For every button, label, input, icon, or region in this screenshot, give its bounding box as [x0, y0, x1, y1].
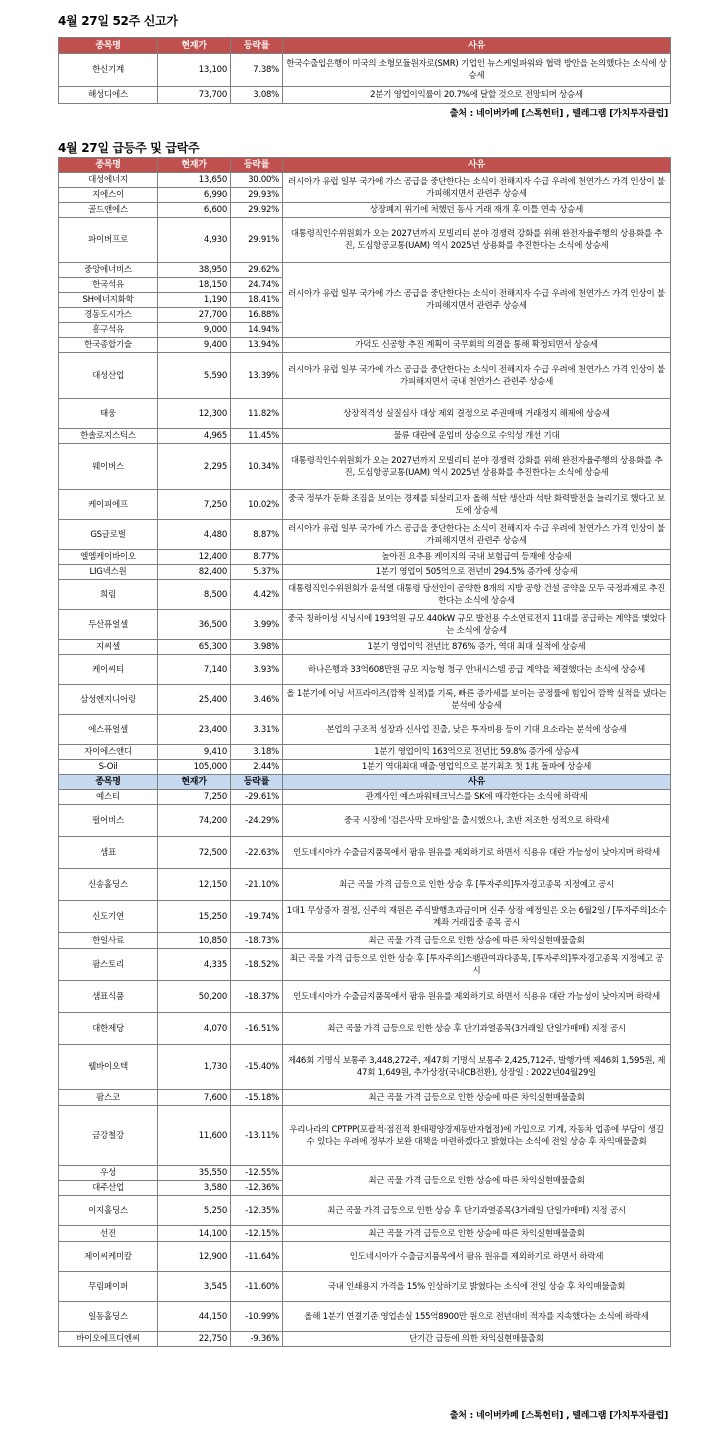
stock-name: 지씨셀: [59, 640, 158, 655]
stock-name: 한솔로지스틱스: [59, 429, 158, 444]
stock-change: 29.62%: [231, 263, 283, 278]
stock-name: 희림: [59, 580, 158, 610]
stock-change: 29.91%: [231, 218, 283, 263]
stock-change: 10.34%: [231, 444, 283, 490]
stock-name: S-Oil: [59, 760, 158, 775]
stock-change: 11.82%: [231, 399, 283, 429]
stock-reason: 하나은행과 33억608만원 규모 지능형 청구 안내시스템 공급 계약을 체결했다는 소식에 상승세: [283, 655, 671, 685]
stock-reason: 인도네시아가 수출금지품목에서 팜유 원유를 제외하기로 하면서 식용유 대란 가능성이 낮아지며 하락세: [283, 837, 671, 869]
stock-change: -21.10%: [231, 869, 283, 901]
stock-price: 5,250: [158, 1196, 231, 1226]
stock-name: 에스퓨얼셀: [59, 715, 158, 745]
stock-price: 7,250: [158, 490, 231, 520]
stock-change: -15.18%: [231, 1090, 283, 1106]
stock-price: 2,295: [158, 444, 231, 490]
table-row: [59, 1242, 671, 1272]
stock-change: 30.00%: [231, 173, 283, 188]
stock-price: 13,650: [158, 173, 231, 188]
table-row: [59, 429, 671, 444]
stock-price: 8,500: [158, 580, 231, 610]
stock-change: -13.11%: [231, 1106, 283, 1166]
stock-price: 9,400: [158, 338, 231, 353]
table-row: [59, 640, 671, 655]
stock-name: 예스티: [59, 790, 158, 805]
table-row: [59, 444, 671, 490]
stock-name: 팜스토리: [59, 949, 158, 981]
table-row: [59, 869, 671, 901]
stock-change: -10.99%: [231, 1302, 283, 1332]
stock-name: 한국종합기술: [59, 338, 158, 353]
table-row: [59, 1332, 671, 1347]
stock-reason: 최근 곡물 가격 급등으로 인한 상승 후 단기과열종목(3거래일 단일가매매) 지정 공시: [283, 1196, 671, 1226]
header-reason: 사유: [283, 775, 671, 790]
stock-reason: 러시아가 유럽 일부 국가에 가스 공급을 중단한다는 소식이 전해지자 수급 우려에 천연가스 가격 인상이 불가피해지면서 관련주 상승세: [283, 173, 671, 203]
table-row: [59, 173, 671, 188]
table-row: [59, 933, 671, 949]
stock-change: 5.37%: [231, 565, 283, 580]
stock-reason: 단기간 급등에 의한 차익실현매물출회: [283, 1332, 671, 1347]
stock-price: 9,410: [158, 745, 231, 760]
stock-change: -18.73%: [231, 933, 283, 949]
table-row: [59, 87, 671, 104]
stock-name: 삼성엔지니어링: [59, 685, 158, 715]
stock-reason: 높아진 요추용 케이지의 국내 보험급여 등재에 상승세: [283, 550, 671, 565]
stock-name: 자이에스앤디: [59, 745, 158, 760]
stock-name: GS글로벌: [59, 520, 158, 550]
stock-name: 우성: [59, 1166, 158, 1181]
stock-reason: 1분기 영업이익 전년比 876% 증가, 역대 최대 실적에 상승세: [283, 640, 671, 655]
table-row: [59, 790, 671, 805]
stock-price: 9,000: [158, 323, 231, 338]
stock-change: -12.15%: [231, 1226, 283, 1242]
stock-change: 16.88%: [231, 308, 283, 323]
stock-change: 3.31%: [231, 715, 283, 745]
stock-change: -15.40%: [231, 1045, 283, 1090]
stock-name: 지에스이: [59, 188, 158, 203]
table-row: [59, 745, 671, 760]
stock-price: 12,400: [158, 550, 231, 565]
stock-price: 1,190: [158, 293, 231, 308]
stock-change: -11.64%: [231, 1242, 283, 1272]
table-header: [59, 38, 671, 54]
movers-table: [58, 157, 671, 1347]
stock-reason: 러시아가 유럽 일부 국가에 가스 공급을 중단한다는 소식이 전해지자 수급 우려에 천연가스 가격 인상이 불가피해지면서 관련주 상승세: [283, 263, 671, 338]
stock-price: 4,965: [158, 429, 231, 444]
stock-change: 29.92%: [231, 203, 283, 218]
stock-price: 4,335: [158, 949, 231, 981]
table-row: [59, 760, 671, 775]
table-row: [59, 1090, 671, 1106]
stock-name: 중앙에너비스: [59, 263, 158, 278]
stock-name: 바이오에프디엔씨: [59, 1332, 158, 1347]
stock-price: 44,150: [158, 1302, 231, 1332]
stock-reason: 인도네시아가 수출금지품목에서 팜유 원유를 제외하기로 하면서 식용유 대란 가능성이 낮아지며 하락세: [283, 981, 671, 1013]
stock-name: 웨이버스: [59, 444, 158, 490]
stock-change: 4.42%: [231, 580, 283, 610]
stock-name: 대한제당: [59, 1013, 158, 1045]
header-reason: 사유: [283, 38, 671, 54]
stock-change: 24.74%: [231, 278, 283, 293]
table-row: [59, 1045, 671, 1090]
table-row: [59, 610, 671, 640]
stock-reason: 중국 정부가 둔화 조짐을 보이는 경제를 되살리고자 올해 석탄 생산과 석탄 화력발전을 늘리기로 했다고 보도에 상승세: [283, 490, 671, 520]
stock-price: 82,400: [158, 565, 231, 580]
stock-price: 12,900: [158, 1242, 231, 1272]
stock-change: -24.29%: [231, 805, 283, 837]
stock-reason: 최근 곡물 가격 급등으로 인한 상승에 따른 차익실현매물출회: [283, 1226, 671, 1242]
stock-reason: 올해 1분기 연결기준 영업손실 155억8900만 원으로 전년대비 적자를 지속했다는 소식에 하락세: [283, 1302, 671, 1332]
stock-reason: 본업의 구조적 성장과 신사업 진출, 낮은 투자비용 등이 기대 요소라는 분석에 상승세: [283, 715, 671, 745]
stock-price: 11,600: [158, 1106, 231, 1166]
stock-name: 일동홀딩스: [59, 1302, 158, 1332]
stock-reason: 러시아가 유럽 일부 국가에 가스 공급을 중단한다는 소식이 전해지자 수급 우려에 천연가스 가격 인상이 불가피해지면서 국내 천연가스 관련주 상승세: [283, 353, 671, 399]
stock-name: 선진: [59, 1226, 158, 1242]
stock-reason: 국내 인쇄용지 가격을 15% 인상하기로 밝혔다는 소식에 전일 상승 후 차익매물출회: [283, 1272, 671, 1302]
stock-name: 신송홀딩스: [59, 869, 158, 901]
stock-price: 27,700: [158, 308, 231, 323]
stock-change: -12.35%: [231, 1196, 283, 1226]
stock-change: -11.60%: [231, 1272, 283, 1302]
stock-name: 케이씨티: [59, 655, 158, 685]
stock-reason: 최근 곡물 가격 급등으로 인한 상승에 따른 차익실현매물출회: [283, 1090, 671, 1106]
table-row: [59, 263, 671, 278]
stock-change: 3.18%: [231, 745, 283, 760]
stock-name: 금강철강: [59, 1106, 158, 1166]
stock-price: 72,500: [158, 837, 231, 869]
stock-reason: 최근 곡물 가격 급등으로 인한 상승 후 [투자주의]투자경고종목 지정예고 공시: [283, 869, 671, 901]
stock-price: 22,750: [158, 1332, 231, 1347]
stock-price: 7,140: [158, 655, 231, 685]
stock-name: 샘표: [59, 837, 158, 869]
table-row: [59, 520, 671, 550]
stock-reason: 최근 곡물 가격 급등으로 인한 상승 후 [투자주의]스팸관여과다종목, [투자주의]투자경고종목 지정예고 공시: [283, 949, 671, 981]
stock-name: 골드앤에스: [59, 203, 158, 218]
stock-name: SH에너지화학: [59, 293, 158, 308]
stock-reason: 인도네시아가 수출금지품목에서 팜유 원유를 제외하기로 하면서 하락세: [283, 1242, 671, 1272]
stock-reason: 관계사인 예스파워테크닉스를 SK에 매각한다는 소식에 하락세: [283, 790, 671, 805]
stock-name: 신도기연: [59, 901, 158, 933]
stock-change: -12.55%: [231, 1166, 283, 1181]
header-price: 현재가: [158, 158, 231, 173]
stock-price: 73,700: [158, 87, 231, 104]
stock-reason: 우리나라의 CPTPP(포괄적·점진적 환태평양경제동반자협정)에 가입으로 기계, 자동차 업종에 부담이 생길수 있다는 우려에 정부가 보완 대책을 마련하겠다고 밝혔다는 소식에 전일 상승 후 차익매물출회: [283, 1106, 671, 1166]
stock-change: 3.08%: [231, 87, 283, 104]
stock-change: -22.63%: [231, 837, 283, 869]
stock-name: 한일사료: [59, 933, 158, 949]
stock-price: 18,150: [158, 278, 231, 293]
stock-price: 10,850: [158, 933, 231, 949]
stock-name: 대성에너지: [59, 173, 158, 188]
table-row: [59, 580, 671, 610]
table-row: [59, 490, 671, 520]
stock-reason: 상장폐지 위기에 처했던 동사 거래 재개 후 이틀 연속 상승세: [283, 203, 671, 218]
table-row: [59, 715, 671, 745]
stock-price: 3,545: [158, 1272, 231, 1302]
table-row: [59, 1106, 671, 1166]
stock-name: 이지홀딩스: [59, 1196, 158, 1226]
stock-reason: 중국 칭하이성 시닝시에 193억원 규모 440kW 규모 발전용 수소연료전지 11대를 공급하는 계약을 맺었다는 소식에 상승세: [283, 610, 671, 640]
stock-reason: 1분기 역대최대 매출·영업익으로 분기최초 첫 1兆 돌파에 상승세: [283, 760, 671, 775]
stock-name: 대주산업: [59, 1181, 158, 1196]
stock-change: -16.51%: [231, 1013, 283, 1045]
stock-change: 13.39%: [231, 353, 283, 399]
header-change: 등락률: [231, 158, 283, 173]
stock-change: -18.52%: [231, 949, 283, 981]
table-row: [59, 837, 671, 869]
stock-price: 65,300: [158, 640, 231, 655]
stock-name: 엘엠케이바이오: [59, 550, 158, 565]
stock-reason: 제46회 기명식 보통주 3,448,272주, 제47회 기명식 보통주 2,425,712주, 발행가액 제46회 1,595원, 제47회 1,649원, 추가상장(국내CB전환), 상장일 : 2022년04월29일: [283, 1045, 671, 1090]
header-name: 종목명: [59, 775, 158, 790]
stock-price: 4,480: [158, 520, 231, 550]
stock-reason: 물류 대란에 운임비 상승으로 수익성 개선 기대: [283, 429, 671, 444]
table-row: [59, 805, 671, 837]
table-row: [59, 399, 671, 429]
stock-change: 3.93%: [231, 655, 283, 685]
stock-change: 18.41%: [231, 293, 283, 308]
stock-name: 태웅: [59, 399, 158, 429]
stock-name: 케이피에프: [59, 490, 158, 520]
table-row: [59, 949, 671, 981]
section2-title: 4월 27일 급등주 및 급락주: [58, 141, 200, 155]
source-credit-2: 출처 : 네이버카페 [스톡헌터] , 텔레그램 [가치투자클럽]: [449, 1411, 668, 1421]
table-header: [59, 775, 671, 790]
stock-price: 38,950: [158, 263, 231, 278]
stock-price: 6,600: [158, 203, 231, 218]
stock-name: 제이씨케미칼: [59, 1242, 158, 1272]
table-row: [59, 550, 671, 565]
table-row: [59, 218, 671, 263]
stock-reason: 1분기 영업이 505억으로 전년비 294.5% 증가에 상승세: [283, 565, 671, 580]
stock-change: 3.99%: [231, 610, 283, 640]
section1-title: 4월 27일 52주 신고가: [58, 14, 178, 28]
header-reason: 사유: [283, 158, 671, 173]
stock-price: 15,250: [158, 901, 231, 933]
stock-change: 3.98%: [231, 640, 283, 655]
stock-price: 50,200: [158, 981, 231, 1013]
stock-name: 경동도시가스: [59, 308, 158, 323]
table-row: [59, 1226, 671, 1242]
stock-change: 7.38%: [231, 54, 283, 87]
source-credit-1: 출처 : 네이버카페 [스톡헌터] , 텔레그램 [가치투자클럽]: [449, 109, 668, 119]
table-row: [59, 1302, 671, 1332]
stock-change: -18.37%: [231, 981, 283, 1013]
stock-reason: 올 1분기에 어닝 서프라이즈(깜짝 실적)를 기록, 빠른 증가세를 보이는 공정률에 힘입어 깜짝 실적을 냈다는 분석에 상승세: [283, 685, 671, 715]
header-name: 종목명: [59, 158, 158, 173]
stock-reason: 1분기 영업이익 163억으로 전년比 59.8% 증가에 상승세: [283, 745, 671, 760]
stock-name: 흥구석유: [59, 323, 158, 338]
stock-reason: 중국 시장에 '검은사막 모바일'을 출시했으나, 초반 저조한 성적으로 하락세: [283, 805, 671, 837]
stock-reason: 1대1 무상증자 결정, 신주의 재원은 주식발행초과금이며 신주 상장 예정일은 오는 6월2일 / [투자주의]소수계좌 거래집중 종목 공시: [283, 901, 671, 933]
table-row: [59, 338, 671, 353]
stock-name: 두산퓨얼셀: [59, 610, 158, 640]
stock-price: 5,590: [158, 353, 231, 399]
stock-reason: 대통령직인수위원회가 윤석열 대통령 당선인이 공약한 8개의 지방 공항 건설 공약을 모두 국정과제로 추진한다는 소식에 상승세: [283, 580, 671, 610]
stock-price: 74,200: [158, 805, 231, 837]
stock-price: 25,400: [158, 685, 231, 715]
table-row: [59, 1272, 671, 1302]
table-row: [59, 1196, 671, 1226]
stock-name: 대성산업: [59, 353, 158, 399]
stock-change: 29.93%: [231, 188, 283, 203]
stock-reason: 최근 곡물 가격 급등으로 인한 상승 후 단기과열종목(3거래일 단일가매매) 지정 공시: [283, 1013, 671, 1045]
stock-name: 해성디에스: [59, 87, 158, 104]
stock-change: 2.44%: [231, 760, 283, 775]
stock-change: -12.36%: [231, 1181, 283, 1196]
stock-change: -29.61%: [231, 790, 283, 805]
stock-name: 웰바이오텍: [59, 1045, 158, 1090]
stock-price: 6,990: [158, 188, 231, 203]
table-row: [59, 1013, 671, 1045]
header-change: 등락률: [231, 775, 283, 790]
stock-reason: 2분기 영업이익률이 20.7%에 달할 것으로 전망되며 상승세: [283, 87, 671, 104]
table-row: [59, 685, 671, 715]
table-row: [59, 54, 671, 87]
stock-price: 1,730: [158, 1045, 231, 1090]
stock-price: 3,580: [158, 1181, 231, 1196]
stock-name: 한국석유: [59, 278, 158, 293]
stock-price: 12,300: [158, 399, 231, 429]
stock-reason: 러시아가 유럽 일부 국가에 가스 공급을 중단한다는 소식이 전해지자 수급 우려에 천연가스 가격 인상이 불가피해지면서 관련주 상승세: [283, 520, 671, 550]
stock-price: 4,930: [158, 218, 231, 263]
stock-name: 샘표식품: [59, 981, 158, 1013]
header-price: 현재가: [158, 38, 231, 54]
stock-change: 11.45%: [231, 429, 283, 444]
stock-price: 13,100: [158, 54, 231, 87]
stock-change: 8.77%: [231, 550, 283, 565]
table-header: [59, 158, 671, 173]
table-row: [59, 203, 671, 218]
table-row: [59, 981, 671, 1013]
stock-price: 23,400: [158, 715, 231, 745]
stock-reason: 가덕도 신공항 추진 계획이 국무회의 의결을 통해 확정되면서 상승세: [283, 338, 671, 353]
stock-price: 7,600: [158, 1090, 231, 1106]
table-row: [59, 1166, 671, 1181]
stock-reason: 한국수출입은행이 미국의 소형모듈원자로(SMR) 기업인 뉴스케일파워와 협력 방안을 논의했다는 소식에 상승세: [283, 54, 671, 87]
stock-reason: 최근 곡물 가격 급등으로 인한 상승에 따른 차익실현매물출회: [283, 933, 671, 949]
stock-change: -19.74%: [231, 901, 283, 933]
stock-price: 14,100: [158, 1226, 231, 1242]
table-row: [59, 565, 671, 580]
stock-price: 35,550: [158, 1166, 231, 1181]
stock-name: 무림페이퍼: [59, 1272, 158, 1302]
stock-name: 팜스코: [59, 1090, 158, 1106]
stock-change: -9.36%: [231, 1332, 283, 1347]
stock-name: 펄어비스: [59, 805, 158, 837]
stock-price: 36,500: [158, 610, 231, 640]
stock-reason: 상장적격성 실질심사 대상 제외 결정으로 주권매매 거래정지 해제에 상승세: [283, 399, 671, 429]
stock-change: 3.46%: [231, 685, 283, 715]
table-row: [59, 901, 671, 933]
stock-price: 7,250: [158, 790, 231, 805]
stock-change: 8.87%: [231, 520, 283, 550]
stock-reason: 대통령직인수위원회가 오는 2027년까지 모빌리티 분야 경쟁력 강화를 위해 완전자율주행의 상용화를 추진, 도심항공교통(UAM) 역시 2025년 상용화를 추진한다는 소식에 상승세: [283, 444, 671, 490]
table-row: [59, 655, 671, 685]
table-row: [59, 353, 671, 399]
stock-change: 10.02%: [231, 490, 283, 520]
stock-name: LIG넥스원: [59, 565, 158, 580]
stock-change: 14.94%: [231, 323, 283, 338]
header-change: 등락률: [231, 38, 283, 54]
stock-price: 105,000: [158, 760, 231, 775]
header-name: 종목명: [59, 38, 158, 54]
stock-price: 4,070: [158, 1013, 231, 1045]
stock-change: 13.94%: [231, 338, 283, 353]
stock-reason: 최근 곡물 가격 급등으로 인한 상승에 따른 차익실현매물출회: [283, 1166, 671, 1196]
stock-price: 12,150: [158, 869, 231, 901]
stock-reason: 대통령직인수위원회가 오는 2027년까지 모빌리티 분야 경쟁력 강화를 위해 완전자율주행의 상용화를 추진, 도심항공교통(UAM) 역시 2025년 상용화를 추진한다는 소식에 상승세: [283, 218, 671, 263]
new-high-table: [58, 37, 671, 104]
stock-name: 한신기계: [59, 54, 158, 87]
header-price: 현재가: [158, 775, 231, 790]
stock-name: 파이버프로: [59, 218, 158, 263]
